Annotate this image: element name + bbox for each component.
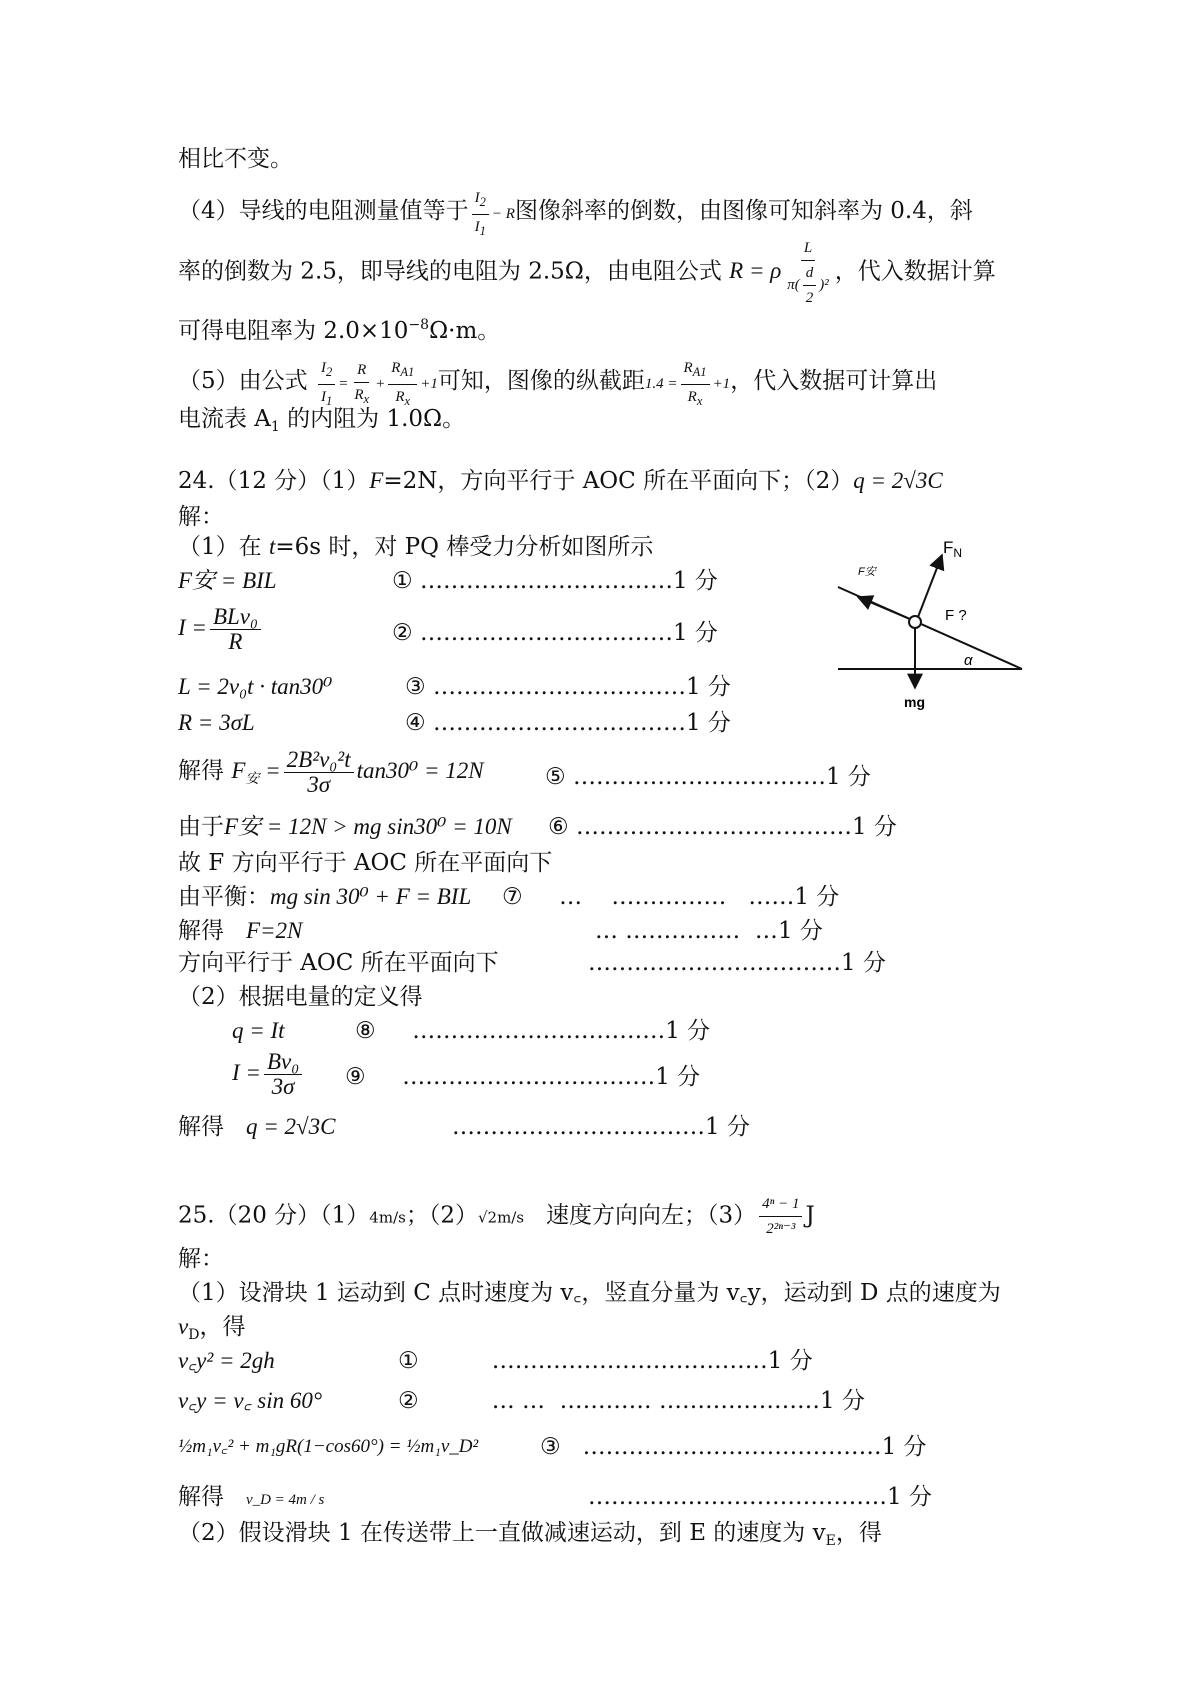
circled-4: ④ [405, 710, 426, 736]
q23-p5-d-sub: 1 [270, 419, 280, 435]
q25-v1: 4m/s [369, 1208, 406, 1227]
q25-res [178, 1482, 324, 1515]
q25-jie: 解： [178, 1246, 224, 1272]
score-12: 1 分 [705, 1114, 750, 1140]
leader-dots: … …………… …… [529, 884, 795, 910]
q25-eq2: v꜀y = v꜀ sin 60° [178, 1388, 323, 1413]
q23-p4-line1 [178, 186, 973, 243]
score-1: 1 分 [672, 568, 718, 594]
q24-since [178, 812, 512, 842]
q24-eq4-mark [405, 708, 731, 738]
fn-label: $F_N$ [943, 538, 963, 560]
q25-header-c: 速度方向向左；（3） [545, 1202, 757, 1229]
leader-dots: …………………………… [432, 674, 686, 700]
q25-intro2-sub: D [188, 1327, 200, 1343]
q24-intro-t: t [268, 534, 276, 559]
bal-label: 由平衡： [178, 884, 270, 910]
q23-p4-unit: Ω·m。 [429, 318, 501, 344]
q25-header-b: ；（2） [405, 1202, 478, 1229]
circled-7: ⑦ [502, 884, 523, 910]
q23-p5-c: ，代入数据可计算出 [730, 367, 938, 394]
q25-intro2-tail: ，得 [199, 1314, 246, 1340]
q25-v2: √2m/s [477, 1208, 525, 1227]
circled-1: ① [392, 568, 413, 594]
q24-res3-mark [452, 1112, 750, 1142]
q23-p4-line2 [178, 236, 996, 310]
leader-dots: …………………………… [419, 568, 673, 594]
q25-p2 [178, 1518, 882, 1556]
res1-tail: tan30⁰ = 12N [356, 757, 484, 783]
circled-2: ② [392, 620, 413, 646]
score-9: 1 分 [841, 950, 886, 976]
leader-dots: …………………………… [419, 620, 673, 646]
q23-p5-a: （5）由公式 [178, 367, 308, 394]
res1-label: 解得 [178, 757, 224, 784]
score-11: 1 分 [655, 1064, 701, 1090]
q24-eq8-mark [355, 1016, 710, 1046]
circled-5: ⑤ [545, 764, 566, 790]
q24-jie: 解： [178, 504, 224, 530]
q25-score-1: 1 分 [767, 1348, 813, 1374]
score-7: 1 分 [794, 884, 840, 910]
q23-p5-b: 可知，图像的纵截距 [437, 367, 645, 394]
q24-since-mark [548, 812, 897, 842]
res2-label: 解得 [178, 918, 224, 944]
q25-header-den: 2²ⁿ⁻³ [766, 1221, 796, 1237]
q25-header-num: 4ⁿ − 1 [759, 1192, 802, 1217]
q23-p5-intercept: 1.4 = $\frac{R_{A1}}{R_x}$ +1 [645, 376, 730, 392]
fan-label: F安 [858, 566, 876, 578]
q25-p2-text: （2）假设滑块 1 在传送带上一直做减速运动，到 E 的速度为 v [178, 1520, 826, 1546]
q23-p4-a: （4）导线的电阻测量值等于 [178, 197, 469, 224]
q24-header [178, 466, 943, 496]
leader-dots: … … ………… ………………… [491, 1388, 820, 1414]
q25-res-mark [588, 1482, 932, 1512]
since-a: 由于 [178, 814, 224, 840]
q24-res3 [178, 1112, 335, 1142]
leader-dots: …………………………… [588, 950, 841, 976]
alpha-label: α [964, 652, 973, 669]
q24-intro [178, 532, 653, 562]
q23-p4-line3 [178, 310, 500, 346]
q24-eq1-mark [392, 566, 718, 596]
q25-score-2: 1 分 [820, 1388, 865, 1414]
res1-num: 2B²v₀²t [284, 748, 354, 773]
q25-circled-1: ① [398, 1348, 419, 1374]
eq2-den: R [228, 629, 243, 654]
leader-dots: …………………………… [402, 1064, 656, 1090]
q24-dir2: 方向平行于 AOC 所在平面向下 [178, 950, 499, 976]
q24-res2 [178, 916, 302, 946]
circled-6: ⑥ [548, 814, 569, 840]
q24-eq2: I = $\frac{\text{BLv₀}}{R}$ [178, 605, 264, 654]
q23-p5-formula: $\frac{I_2}{I_1}$ = $\frac{R}{R_x}$ + $\frac{R_{A1}}{R_x}$ +1 [315, 376, 438, 392]
q24-res1: 解得 $F_安$ = $\frac{\text{2B²v₀²t}}{3\sigma}$ tan30⁰ = 12N [178, 747, 484, 797]
q23-p5-line2 [178, 404, 465, 442]
bal-eq: mg sin 30⁰ + F = BIL [270, 884, 472, 909]
q25-eq1-mark [398, 1346, 813, 1376]
q25-intro2 [178, 1312, 245, 1350]
q24-intro-a: （1）在 [178, 534, 269, 560]
q25-intro1: （1）设滑块 1 运动到 C 点时速度为 v꜀，竖直分量为 v꜀y，运动到 D 点的速度为 [178, 1280, 1001, 1306]
q25-header [178, 1192, 815, 1241]
leader-dots: … …………… … [595, 918, 778, 944]
score-8: 1 分 [777, 918, 823, 944]
q25-eq3-mark [540, 1432, 927, 1462]
q24-bal-mark [502, 882, 839, 912]
eq9-num: Bv₀ [264, 1050, 302, 1075]
eq9-den: 3σ [271, 1074, 295, 1099]
score-3: 1 分 [685, 674, 731, 700]
q23-p4-e: 可得电阻率为 2.0×10 [178, 318, 409, 344]
q23-p4-d: ，代入数据计算 [834, 258, 996, 285]
q24-eq3-mark [405, 672, 731, 702]
score-5: 1 分 [825, 764, 871, 790]
circled-3: ③ [405, 674, 426, 700]
score-10: 1 分 [665, 1018, 711, 1044]
score-4: 1 分 [685, 710, 731, 736]
res2-eq: F=2N [245, 918, 303, 943]
q24-eq8: q = It [232, 1018, 285, 1043]
circled-8: ⑧ [355, 1018, 376, 1044]
q23-p5-e: 的内阻为 1.0Ω。 [279, 406, 466, 432]
q23-p4-ratio: $\frac{I_2}{I_1}$ − R [469, 206, 515, 222]
normal-force-arrow [918, 555, 942, 617]
f-label: F ? [945, 607, 967, 624]
q25-res-label: 解得 [178, 1484, 224, 1510]
eq2-num: BLv₀ [210, 605, 261, 630]
leader-dots: ………………………………… [588, 1484, 887, 1510]
res1-den: 3σ [307, 772, 331, 797]
q24-eq4: R = 3σL [178, 710, 255, 735]
res3-eq: q = 2√3C [245, 1114, 336, 1139]
q25-header-a: 25.（20 分）（1） [178, 1202, 370, 1229]
q24-dir2-mark [588, 948, 886, 978]
q25-eq1: v꜀y² = 2gh [178, 1348, 275, 1373]
mg-label: mg [904, 694, 925, 710]
q25-score-3: 1 分 [881, 1434, 927, 1460]
q25-circled-2: ② [398, 1388, 419, 1414]
leader-dots: ……………………………… [491, 1348, 768, 1374]
q24-res2-mark [595, 916, 823, 946]
q24-eq9: I = $\frac{\text{Bv₀}}{3\sigma}$ [232, 1050, 305, 1099]
since-b: F安 = 12N > mg sin30⁰ = 10N [224, 814, 512, 839]
leader-dots: …………………………… [432, 710, 686, 736]
q24-intro-b: =6s 时，对 PQ 棒受力分析如图所示 [275, 534, 654, 560]
q23-p4-b: 图像斜率的倒数，由图像可知斜率为 0.4，斜 [514, 197, 973, 224]
q23-resistivity-formula: R = ρ L π( $\frac{d}{2}$ )² [729, 258, 835, 283]
q25-p2-tail: ，得 [835, 1520, 882, 1546]
rod-circle [909, 616, 921, 628]
q23-p5-d: 电流表 A [178, 406, 271, 432]
q25-eq3: ½m₁v꜀² + m₁gR(1−cos60°) = ½m₁v_D² [178, 1436, 479, 1457]
q24-header-a: 24.（12 分）（1） [178, 468, 370, 494]
q24-res1-mark [545, 762, 871, 792]
q25-intro2-v: v [178, 1314, 189, 1339]
q25-p2-sub: E [825, 1533, 836, 1549]
q24-header-b: =2N，方向平行于 AOC 所在平面向下；（2） [383, 468, 854, 494]
force-diagram [830, 525, 1030, 715]
q23-p4-exp: −8 [408, 317, 430, 333]
q23-p4-c: 率的倒数为 2.5，即导线的电阻为 2.5Ω，由电阻公式 [178, 258, 722, 285]
res3-label: 解得 [178, 1114, 224, 1140]
q24-header-q: q = 2√3C [853, 468, 943, 493]
score-6: 1 分 [851, 814, 897, 840]
leader-dots: …………………………… [452, 1114, 705, 1140]
leader-dots: …………………………… [572, 764, 826, 790]
q24-eq3: L = 2v₀t · tan30⁰ [178, 674, 333, 699]
leader-dots: ……………………………… [575, 814, 852, 840]
circled-9: ⑨ [345, 1064, 366, 1090]
q25-circled-3: ③ [540, 1434, 561, 1460]
q25-header-unit: J [805, 1202, 815, 1229]
q25-score-4: 1 分 [887, 1484, 932, 1510]
leader-dots: ………………………………… [582, 1434, 882, 1460]
leader-dots: …………………………… [412, 1018, 666, 1044]
q25-eq2-mark [398, 1386, 865, 1416]
q24-bal [178, 882, 471, 912]
q24-dir: 故 F 方向平行于 AOC 所在平面向下 [178, 850, 553, 876]
q24-header-F: F [369, 468, 384, 493]
score-2: 1 分 [672, 620, 718, 646]
q23-line0: 相比不变。 [178, 146, 293, 172]
q25-res-eq: v_D = 4m / s [245, 1492, 325, 1508]
q24-eq2-mark [392, 618, 718, 648]
ampere-force-arrow [858, 597, 910, 619]
q24-p2-intro: （2）根据电量的定义得 [178, 984, 423, 1010]
q24-eq1: F安 = BIL [178, 568, 277, 593]
q24-eq9-mark [345, 1062, 700, 1092]
